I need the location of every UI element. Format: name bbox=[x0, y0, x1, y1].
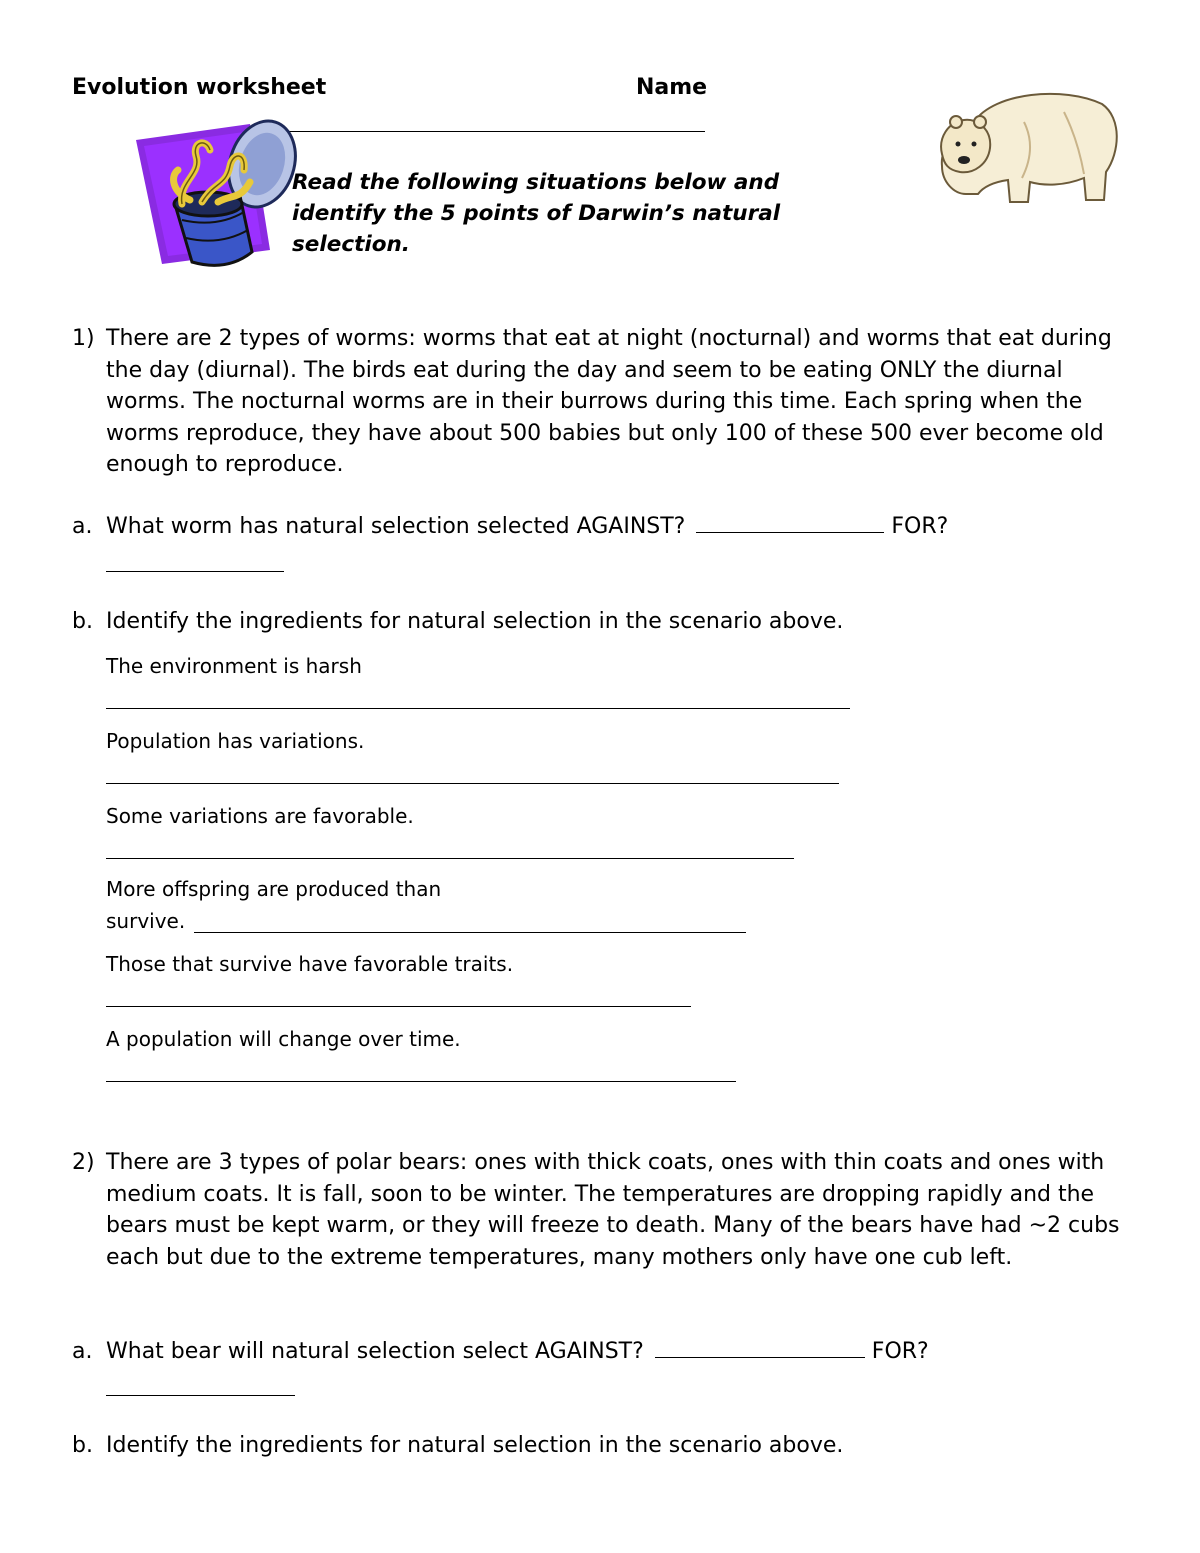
ingredient-harsh-environment: The environment is harsh bbox=[106, 654, 362, 678]
polar-bear-image bbox=[934, 82, 1124, 207]
q2b-letter: b. bbox=[72, 1433, 93, 1458]
q1a-for-label: FOR? bbox=[891, 514, 949, 539]
ingredient-change: A population will change over time. bbox=[106, 1027, 461, 1051]
ingredient-variations: Population has variations. bbox=[106, 729, 365, 753]
q2a-text: What bear will natural selection select AGAINST? bbox=[106, 1339, 644, 1364]
q1-scenario: There are 2 types of worms: worms that eat at night (nocturnal) and worms that eat during the day (diurnal). The birds eat during the day and seem to be eating ONLY the diurnal worms. The nocturnal worms are in their burrows during this time. Each spring when the worms reproduce, they have about 500 babies but only 100 of these 500 ever become old enough to reproduce. bbox=[106, 326, 1112, 477]
q1b-letter: b. bbox=[72, 609, 93, 634]
ingredient-5-answer-line[interactable] bbox=[106, 1006, 691, 1007]
q1a-against-blank[interactable] bbox=[696, 512, 884, 533]
q2a-against-blank[interactable] bbox=[655, 1337, 865, 1358]
q2a-for-label: FOR? bbox=[871, 1339, 929, 1364]
q2-scenario: There are 3 types of polar bears: ones with thick coats, ones with thin coats and ones with medium coats. It is fall, soon to be winter. The temperatures are dropping rapidly and the bears must be kept warm, or they will freeze to death. Many of the bears have had ~2 cubs each but due to the extreme temperatures, many mothers only have one cub left. bbox=[106, 1150, 1120, 1270]
q1a-text: What worm has natural selection selected AGAINST? bbox=[106, 514, 686, 539]
ingredient-6-answer-line[interactable] bbox=[106, 1081, 736, 1082]
ingredient-offspring: More offspring are produced than bbox=[106, 877, 442, 901]
ingredient-1-answer-line[interactable] bbox=[106, 708, 850, 709]
q2b-text: Identify the ingredients for natural selection in the scenario above. bbox=[106, 1433, 844, 1458]
q1b-text: Identify the ingredients for natural selection in the scenario above. bbox=[106, 609, 844, 634]
q2a-for-blank[interactable] bbox=[106, 1395, 295, 1396]
ingredient-4-answer-line[interactable] bbox=[194, 932, 746, 933]
q1-number: 1) bbox=[72, 326, 95, 351]
instruction-text: Read the following situations below and identify the 5 points of Darwin’s natural selection. bbox=[292, 170, 781, 257]
ingredient-2-answer-line[interactable] bbox=[106, 783, 839, 784]
q2-number: 2) bbox=[72, 1150, 95, 1175]
ingredient-traits: Those that survive have favorable traits. bbox=[106, 952, 514, 976]
q2a-question bbox=[106, 1336, 929, 1368]
q1a-question bbox=[106, 511, 948, 543]
ingredient-3-answer-line[interactable] bbox=[106, 858, 794, 859]
ingredient-favorable: Some variations are favorable. bbox=[106, 804, 414, 828]
name-input-line[interactable] bbox=[288, 131, 705, 132]
q2a-letter: a. bbox=[72, 1339, 93, 1364]
q1a-letter: a. bbox=[72, 514, 93, 539]
can-of-worms-image bbox=[132, 112, 302, 268]
ingredient-survive: survive. bbox=[106, 909, 186, 933]
q1a-for-blank[interactable] bbox=[106, 571, 284, 572]
name-label: Name bbox=[636, 75, 708, 100]
worksheet-title: Evolution worksheet bbox=[72, 75, 327, 100]
